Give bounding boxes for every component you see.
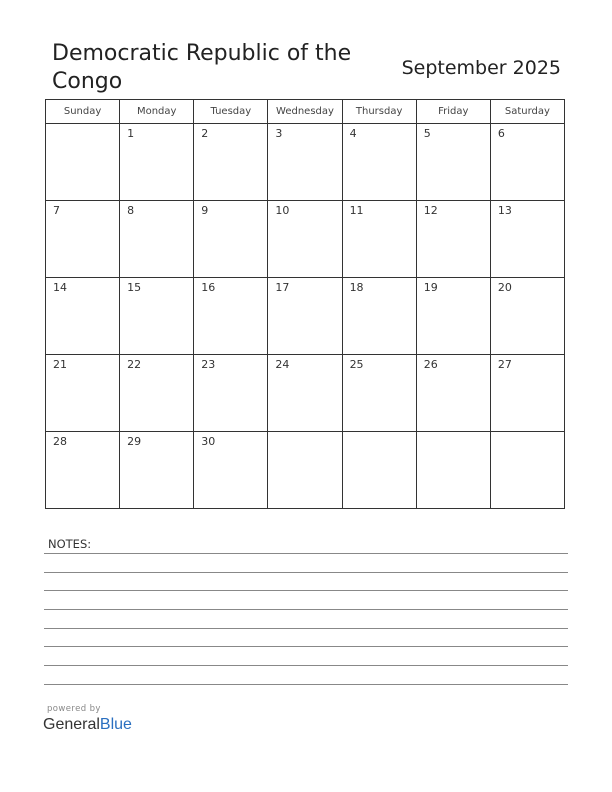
day-cell xyxy=(342,355,416,432)
note-line xyxy=(44,665,568,666)
day-number: 17 xyxy=(275,281,290,294)
weekday-thursday: Thursday xyxy=(342,100,416,124)
day-number xyxy=(417,432,490,435)
week-row xyxy=(46,278,565,355)
day-cell xyxy=(416,278,490,355)
note-line xyxy=(44,609,568,610)
empty-day-cell xyxy=(342,432,416,509)
note-line xyxy=(44,590,568,591)
day-number: 21 xyxy=(53,358,67,371)
day-number: 6 xyxy=(497,127,505,140)
day-cell xyxy=(490,278,564,355)
day-number: 20 xyxy=(497,281,512,294)
day-number: 25 xyxy=(349,358,364,371)
day-cell xyxy=(46,432,120,509)
empty-day-cell xyxy=(490,432,564,509)
weekday-wednesday: Wednesday xyxy=(268,100,342,124)
day-cell xyxy=(416,201,490,278)
weekday-monday: Monday xyxy=(120,100,194,124)
day-cell xyxy=(268,355,342,432)
day-number: 10 xyxy=(275,204,290,217)
notes-label: NOTES: xyxy=(48,537,92,551)
day-number: 29 xyxy=(127,435,142,448)
day-number: 4 xyxy=(349,127,357,140)
day-number: 24 xyxy=(275,358,290,371)
note-line xyxy=(44,628,568,629)
day-number: 9 xyxy=(201,204,209,217)
month-year-label: September 2025 xyxy=(401,57,561,79)
day-cell xyxy=(194,432,268,509)
calendar-title: Democratic Republic of the Congo xyxy=(52,41,352,94)
day-cell xyxy=(490,124,564,201)
week-row xyxy=(46,432,565,509)
day-number: 1 xyxy=(127,127,135,140)
day-number xyxy=(491,432,564,435)
week-row xyxy=(46,124,565,201)
day-cell xyxy=(120,432,194,509)
day-cell xyxy=(342,124,416,201)
day-cell xyxy=(490,201,564,278)
powered-by-text: powered by xyxy=(47,704,101,714)
day-cell xyxy=(268,201,342,278)
day-number: 27 xyxy=(497,358,512,371)
day-number: 8 xyxy=(127,204,135,217)
day-cell xyxy=(120,124,194,201)
day-number: 12 xyxy=(423,204,438,217)
day-cell xyxy=(194,278,268,355)
day-number: 28 xyxy=(53,435,67,448)
note-line xyxy=(44,684,568,685)
day-cell xyxy=(416,124,490,201)
day-number: 19 xyxy=(423,281,438,294)
day-cell xyxy=(46,278,120,355)
empty-day-cell xyxy=(416,432,490,509)
day-number: 22 xyxy=(127,358,142,371)
day-number: 2 xyxy=(201,127,209,140)
day-cell xyxy=(46,201,120,278)
day-number: 16 xyxy=(201,281,216,294)
day-cell xyxy=(46,355,120,432)
empty-day-cell xyxy=(268,432,342,509)
weekday-saturday: Saturday xyxy=(490,100,564,124)
day-number: 13 xyxy=(497,204,512,217)
day-cell xyxy=(490,355,564,432)
day-cell xyxy=(194,201,268,278)
day-number: 26 xyxy=(423,358,438,371)
day-cell xyxy=(120,201,194,278)
day-number: 7 xyxy=(53,204,60,217)
week-row xyxy=(46,355,565,432)
weekday-header-row xyxy=(46,100,565,124)
weekday-tuesday: Tuesday xyxy=(194,100,268,124)
day-cell xyxy=(342,278,416,355)
week-row xyxy=(46,201,565,278)
day-cell xyxy=(268,278,342,355)
generalblue-logo[interactable] xyxy=(43,716,132,734)
day-cell xyxy=(416,355,490,432)
day-number: 30 xyxy=(201,435,216,448)
day-number: 11 xyxy=(349,204,364,217)
day-number xyxy=(343,432,416,435)
day-number xyxy=(268,432,341,435)
day-cell xyxy=(120,278,194,355)
day-cell xyxy=(342,201,416,278)
note-line xyxy=(44,646,568,647)
day-cell xyxy=(120,355,194,432)
day-number: 3 xyxy=(275,127,283,140)
day-cell xyxy=(194,355,268,432)
calendar-grid xyxy=(45,99,565,509)
weekday-friday: Friday xyxy=(416,100,490,124)
logo-general-text: General xyxy=(43,716,100,733)
empty-day-cell xyxy=(46,124,120,201)
day-cell xyxy=(268,124,342,201)
day-number: 23 xyxy=(201,358,216,371)
logo-blue-text: Blue xyxy=(99,716,132,733)
day-number: 14 xyxy=(53,281,67,294)
note-line xyxy=(44,553,568,554)
day-number: 15 xyxy=(127,281,142,294)
day-number: 18 xyxy=(349,281,364,294)
note-line xyxy=(44,572,568,573)
day-number xyxy=(46,124,119,127)
weekday-sunday: Sunday xyxy=(46,100,120,124)
day-number: 5 xyxy=(423,127,431,140)
day-cell xyxy=(194,124,268,201)
